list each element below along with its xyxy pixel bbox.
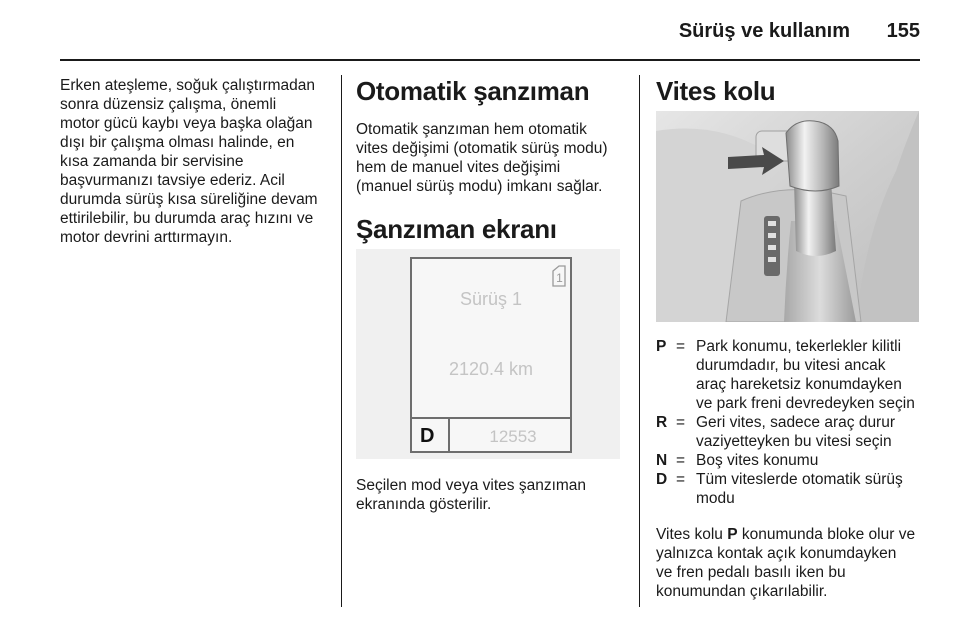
page-number: 155 — [886, 20, 920, 42]
gear-lever-drawing — [656, 111, 919, 322]
display-odometer: 12553 — [489, 427, 537, 446]
paragraph-line: motor gücü kaybı veya başka olağan — [60, 115, 313, 132]
caption-line: ekranında gösterilir. — [356, 496, 492, 513]
transmission-display-heading: Şanzıman ekranı — [356, 214, 557, 244]
gear-line: durumdadır, bu vitesi ancak — [696, 357, 886, 374]
gear-item-reverse — [656, 413, 924, 451]
gear-indicator-strip — [764, 216, 780, 276]
park-lock-note — [656, 525, 924, 601]
automatic-transmission-heading: Otomatik şanzıman — [356, 76, 590, 106]
note-line: yalnızca kontak açık konumdayken — [656, 545, 897, 562]
paragraph-line: Erken ateşleme, soğuk çalıştırmadan — [60, 77, 316, 94]
note-bold-gear: P — [727, 526, 738, 543]
gear-equals: = — [676, 471, 686, 488]
paragraph-line: durumda sürüş kısa süreliğine devam — [60, 191, 318, 208]
display-gear-divider — [448, 417, 450, 453]
paragraph-line: ettirilebilir, bu durumda araç hızını ve — [60, 210, 314, 227]
intro-line: vites değişimi (otomatik sürüş modu) — [356, 140, 608, 157]
note-text: konumunda bloke olur ve — [737, 526, 916, 543]
intro-line: (manuel sürüş modu) imkanı sağlar. — [356, 178, 603, 195]
column-right — [656, 76, 924, 106]
gear-description — [696, 470, 924, 508]
paragraph-line: dışı bir çalışma olması halinde, en — [60, 134, 295, 151]
column-middle — [356, 76, 626, 244]
gear-line: Park konumu, tekerlekler kilitli — [696, 338, 902, 355]
gear-item-neutral — [656, 451, 924, 470]
engine-warning-paragraph — [60, 76, 330, 247]
gear-line: Boş vites konumu — [696, 452, 819, 469]
paragraph-line: başvurmanızı tavsiye ederiz. Acil — [60, 172, 285, 189]
header-rule — [60, 59, 920, 61]
gear-key: D — [656, 471, 668, 488]
gear-line: Tüm viteslerde otomatik sürüş — [696, 471, 903, 488]
section-title: Sürüş ve kullanım — [678, 20, 850, 42]
column-divider-2 — [639, 75, 640, 607]
gear-line: araç hareketsiz konumdayken — [696, 376, 902, 393]
gear-equals: = — [676, 414, 686, 431]
display-separator — [412, 417, 570, 419]
intro-line: hem de manuel vites değişimi — [356, 159, 561, 176]
note-line: ve fren pedalı basılı iken bu — [656, 564, 846, 581]
transmission-display-illustration — [356, 249, 620, 459]
gear-description — [696, 413, 924, 451]
gear-lever-photo — [656, 111, 919, 322]
gear-item-park — [656, 337, 924, 413]
display-title: Sürüş 1 — [459, 289, 523, 309]
gear-lever-heading: Vites kolu — [656, 76, 776, 106]
gear-description — [696, 337, 924, 413]
paragraph-line: motor devrini arttırmayın. — [60, 229, 233, 246]
caption-line: Seçilen mod veya vites şanzıman — [356, 477, 587, 494]
note-line — [656, 525, 924, 544]
gear-key: P — [656, 338, 667, 355]
display-gear-indicator: D — [420, 425, 435, 447]
gear-key: N — [656, 452, 668, 469]
display-trip-distance: 2120.4 km — [448, 359, 534, 379]
gear-key: R — [656, 414, 668, 431]
gear-positions-list — [656, 337, 924, 601]
gear-description — [696, 451, 924, 470]
note-text: Vites kolu — [656, 526, 728, 543]
paragraph-line: kısa zamanda bir servisine — [60, 153, 244, 170]
gear-line: vaziyetteyken bu vitesi seçin — [696, 433, 892, 450]
gear-line: ve park freni devredeyken seçin — [696, 395, 915, 412]
gear-item-drive — [656, 470, 924, 508]
display-caption — [356, 476, 626, 514]
trip-number-label: 1 — [556, 271, 563, 285]
column-divider-1 — [341, 75, 342, 607]
trip-number-icon — [551, 265, 567, 287]
paragraph-line: sonra düzensiz çalışma, önemli — [60, 96, 277, 113]
intro-line: Otomatik şanzıman hem otomatik — [356, 121, 587, 138]
display-panel — [410, 257, 572, 453]
gear-line: modu — [696, 490, 735, 507]
page-header — [60, 18, 920, 58]
intro-paragraph — [356, 120, 626, 196]
gear-line: Geri vites, sadece araç durur — [696, 414, 896, 431]
column-left — [60, 76, 330, 247]
note-line: konumundan çıkarılabilir. — [656, 583, 828, 600]
gear-equals: = — [676, 452, 686, 469]
gear-equals: = — [676, 338, 686, 355]
